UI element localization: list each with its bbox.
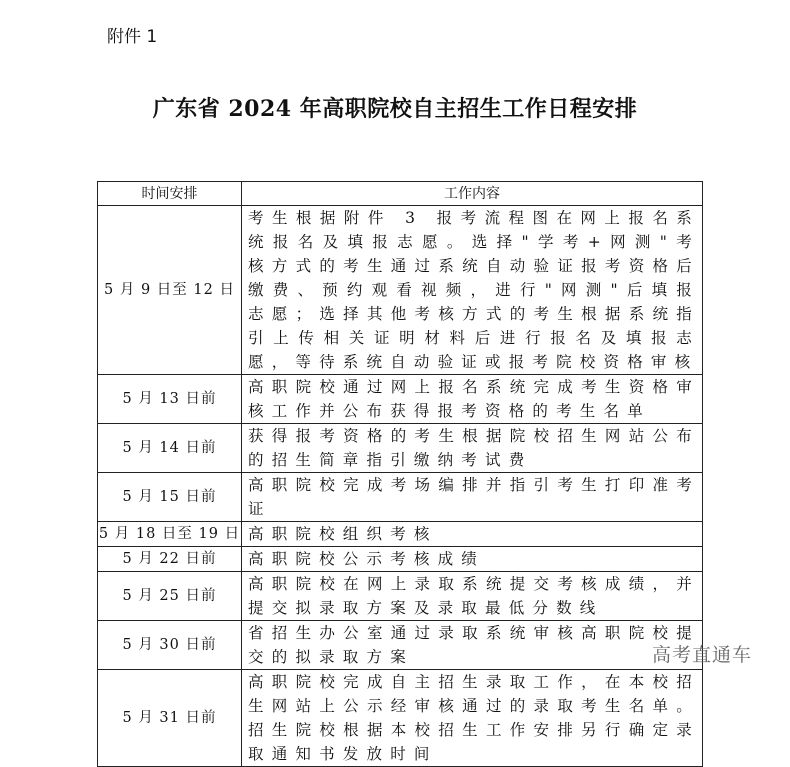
table-row <box>98 547 703 572</box>
row-date: 5 月 9 日至 12 日 <box>98 206 242 375</box>
table-row <box>98 473 703 522</box>
table-row <box>98 424 703 473</box>
row-content: 高职院校完成考场编排并指引考生打印准考证 <box>242 473 703 522</box>
header-date: 时间安排 <box>98 182 242 206</box>
table-row <box>98 522 703 547</box>
table-row <box>98 572 703 621</box>
row-date: 5 月 25 日前 <box>98 572 242 621</box>
row-content: 高职院校在网上录取系统提交考核成绩，并提交拟录取方案及录取最低分数线 <box>242 572 703 621</box>
row-content: 高职院校通过网上报名系统完成考生资格审核工作并公布获得报考资格的考生名单 <box>242 375 703 424</box>
row-content: 考生根据附件 3 报考流程图在网上报名系统报名及填报志愿。选择"学考+网测"考核方式的考生通过系统自动验证报考资格后缴费、预约观看视频，进行"网测"后填报志愿；选择其他考核方式的考生根据系统指引上传相关证明材料后进行报名及填报志愿，等待系统自动验证或报考院校资格审核 <box>242 206 703 375</box>
table-row <box>98 670 703 767</box>
row-date: 5 月 30 日前 <box>98 621 242 670</box>
row-date: 5 月 14 日前 <box>98 424 242 473</box>
table-header-row <box>98 182 703 206</box>
table-row <box>98 375 703 424</box>
row-date: 5 月 31 日前 <box>98 670 242 767</box>
table-row <box>98 621 703 670</box>
header-content: 工作内容 <box>242 182 703 206</box>
schedule-table <box>97 181 703 767</box>
document-title: 广东省 2024 年高职院校自主招生工作日程安排 <box>152 96 638 122</box>
row-date: 5 月 18 日至 19 日 <box>98 522 242 547</box>
attachment-label: 附件 1 <box>107 27 158 47</box>
row-date: 5 月 13 日前 <box>98 375 242 424</box>
row-date: 5 月 22 日前 <box>98 547 242 572</box>
table-row <box>98 206 703 375</box>
row-content: 省招生办公室通过录取系统审核高职院校提交的拟录取方案 <box>242 621 703 670</box>
row-content: 获得报考资格的考生根据院校招生网站公布的招生简章指引缴纳考试费 <box>242 424 703 473</box>
row-content: 高职院校完成自主招生录取工作，在本校招生网站上公示经审核通过的录取考生名单。招生院校根据本校招生工作安排另行确定录取通知书发放时间 <box>242 670 703 767</box>
watermark: 高考直通车 <box>652 644 753 666</box>
row-content: 高职院校公示考核成绩 <box>242 547 703 572</box>
row-date: 5 月 15 日前 <box>98 473 242 522</box>
row-content: 高职院校组织考核 <box>242 522 703 547</box>
